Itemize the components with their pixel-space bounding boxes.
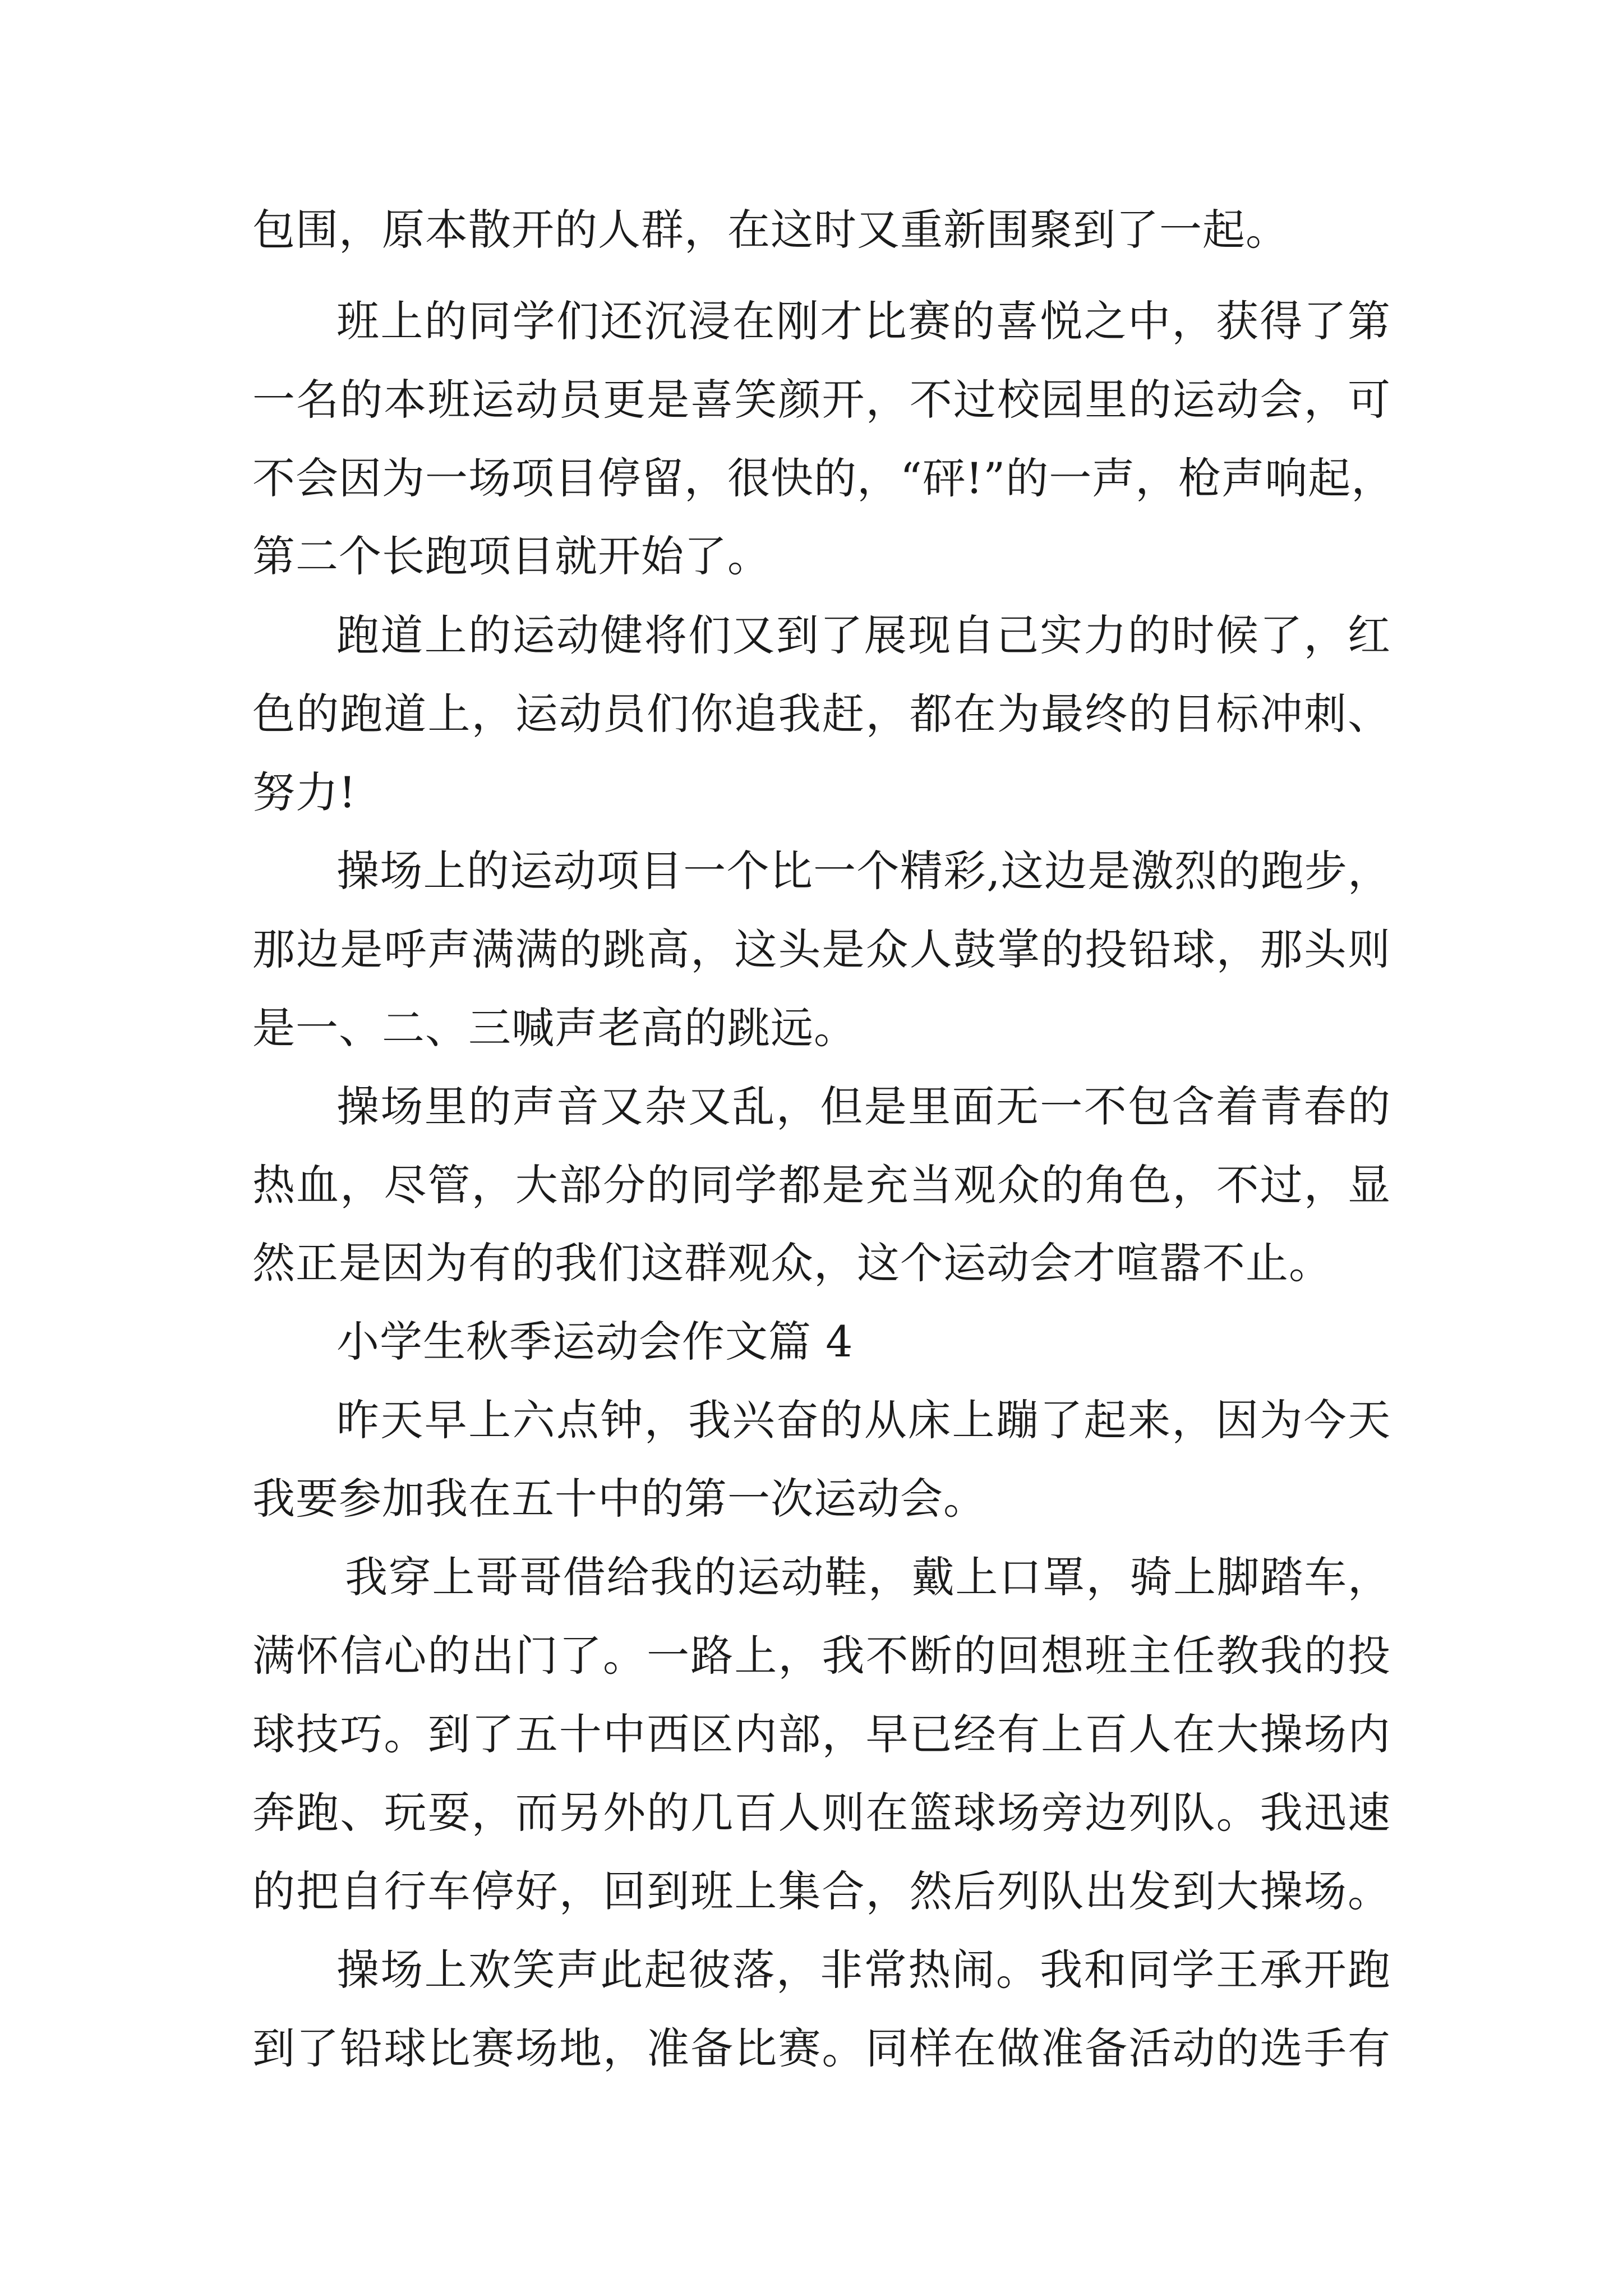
- text-line: 第二个长跑项目就开始了。: [252, 531, 771, 581]
- text-line: 色的跑道上，运动员们你追我赶，都在为最终的目标冲刺、: [252, 689, 1391, 739]
- text-line: 球技巧。到了五十中西区内部，早已经有上百人在大操场内: [252, 1709, 1391, 1759]
- paragraph-first-line: 跑道上的运动健将们又到了展现自己实力的时候了，红: [336, 610, 1391, 660]
- text-line: 努力!: [252, 767, 357, 817]
- text-line: 那边是呼声满满的跳高，这头是众人鼓掌的投铅球，那头则: [252, 924, 1391, 974]
- text-line: 不会因为一场项目停留，很快的，“砰!”的一声，枪声响起，: [252, 453, 1395, 503]
- paragraph-first-line: 班上的同学们还沉浸在刚才比赛的喜悦之中，获得了第: [336, 296, 1391, 346]
- text-line: 奔跑、玩耍，而另外的几百人则在篮球场旁边列队。我迅速: [252, 1788, 1391, 1838]
- text-line: 包围，原本散开的人群，在这时又重新围聚到了一起。: [252, 205, 1289, 255]
- paragraph-first-line: 操场上的运动项目一个比一个精彩,这边是激烈的跑步，: [336, 846, 1391, 896]
- text-line: 满怀信心的出门了。一路上，我不断的回想班主任教我的投: [252, 1631, 1391, 1681]
- section-heading: 小学生秋季运动会作文篇 4: [336, 1317, 854, 1366]
- paragraph-first-line: 操场里的声音又杂又乱，但是里面无一不包含着青春的: [336, 1082, 1391, 1131]
- text-line: 热血，尽管，大部分的同学都是充当观众的角色，不过，显: [252, 1160, 1391, 1210]
- text-line: 然正是因为有的我们这群观众，这个运动会才喧嚣不止。: [252, 1238, 1332, 1288]
- paragraph-first-line: 我穿上哥哥借给我的运动鞋，戴上口罩，骑上脚踏车，: [345, 1552, 1391, 1602]
- text-line: 是一、二、三喊声老高的跳远。: [252, 1003, 857, 1053]
- text-line: 的把自行车停好，回到班上集合，然后列队出发到大操场。: [252, 1866, 1391, 1916]
- text-line: 到了铅球比赛场地，准备比赛。同样在做准备活动的选手有: [252, 2023, 1391, 2073]
- paragraph-first-line: 操场上欢笑声此起彼落，非常热闹。我和同学王承开跑: [336, 1945, 1391, 1995]
- paragraph-first-line: 昨天早上六点钟，我兴奋的从床上蹦了起来，因为今天: [336, 1395, 1391, 1445]
- text-line: 一名的本班运动员更是喜笑颜开，不过校园里的运动会，可: [252, 375, 1391, 425]
- text-line: 我要参加我在五十中的第一次运动会。: [252, 1474, 986, 1524]
